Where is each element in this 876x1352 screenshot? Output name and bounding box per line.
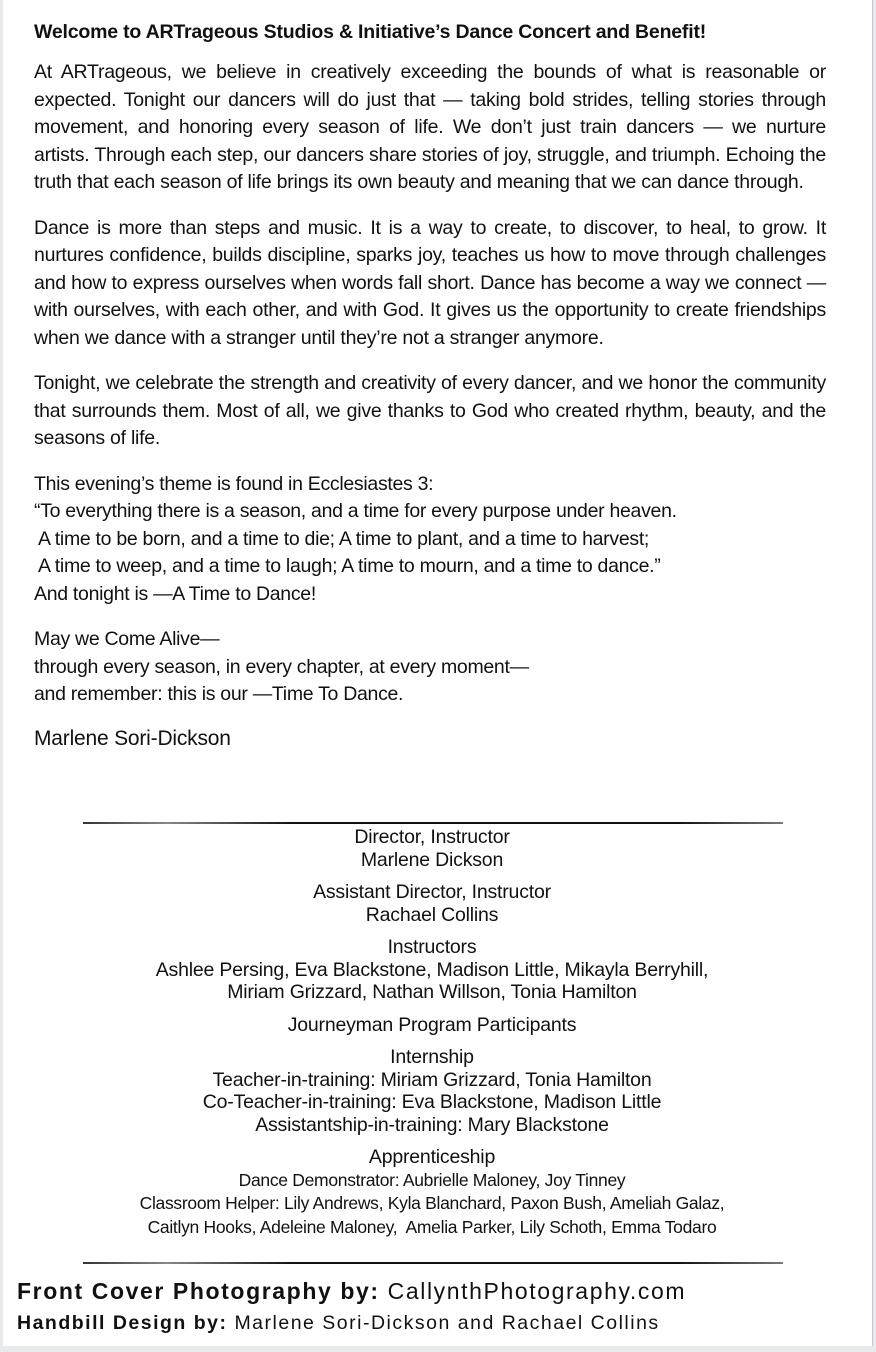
credit-name: Co-Teacher-in-training: Eva Blackstone, Madison Little [202, 1091, 662, 1113]
photography-label: Front Cover Photography by: [17, 1278, 380, 1304]
signature: Marlene Sori-Dickson [34, 726, 231, 750]
dance-paragraph: Dance is more than steps and music. It is a way to create, to discover, to heal, to grow. It nurtures confidence, builds discipline, sparks joy, teaches us how to move through challenges and how to express ourselves when words fall short. Dance has become a way we connect — with ourselves, with each other, and with God. It gives us the opportunity to create friendships when we dance with a stranger until they’re not a stranger anymore. [34, 216, 826, 349]
theme-scripture [34, 471, 826, 609]
credit-name: Marlene Dickson [360, 848, 504, 871]
credit-internship [6, 1046, 858, 1136]
celebration-paragraph: Tonight, we celebrate the strength and creativity of every dancer, and we honor the community that surrounds them. Most of all, we give thanks to God who created rhythm, beauty, and the seasons of life. [34, 372, 826, 449]
credit-title: Internship [390, 1046, 474, 1068]
credit-title: Instructors [387, 936, 477, 958]
credit-name: Ashlee Persing, Eva Blackstone, Madison Little, Mikayla Berryhill, [155, 958, 709, 981]
credit-name: Dance Demonstrator: Aubrielle Maloney, Joy Tinney [238, 1169, 626, 1190]
theme-line: A time to be born, and a time to die; A time to plant, and a time to harvest; [34, 527, 650, 550]
staff-credits [6, 826, 858, 1249]
credit-journeyman [6, 1014, 858, 1037]
theme-line: A time to weep, and a time to laugh; A time to mourn, and a time to dance.” [34, 555, 661, 577]
handbill-page [3, 0, 873, 1346]
credit-name: Assistantship-in-training: Mary Blackstone [255, 1113, 609, 1136]
closing-line: May we Come Alive— [34, 628, 220, 650]
credit-name: Rachael Collins [365, 903, 499, 926]
theme-line: “To everything there is a season, and a time for every purpose under heaven. [34, 500, 677, 522]
design-value: Marlene Sori-Dickson and Rachael Collins [234, 1312, 660, 1334]
credit-name: Miriam Grizzard, Nathan Willson, Tonia Hamilton [227, 981, 637, 1003]
credit-title: Assistant Director, Instructor [313, 881, 551, 903]
credit-director [6, 826, 858, 871]
credit-name: Classroom Helper: Lily Andrews, Kyla Blanchard, Paxon Bush, Ameliah Galaz, [139, 1193, 725, 1213]
divider-bottom [83, 1262, 783, 1264]
closing-line: through every season, in every chapter, at every moment— [34, 655, 529, 678]
theme-line: And tonight is —A Time to Dance! [34, 582, 316, 605]
welcome-letter [34, 18, 826, 753]
photography-value: CallynthPhotography.com [387, 1278, 687, 1304]
credit-assistant-director [6, 881, 858, 926]
closing-blessing [34, 626, 826, 709]
credit-name: Teacher-in-training: Miriam Grizzard, Tonia Hamilton [212, 1068, 652, 1091]
credit-title: Apprenticeship [368, 1146, 496, 1168]
design-label: Handbill Design by: [17, 1312, 228, 1334]
credit-instructors [6, 936, 858, 1004]
design-credit [17, 1308, 867, 1338]
credit-title: Director, Instructor [354, 826, 510, 848]
closing-line: and remember: this is our —Time To Dance. [34, 683, 404, 705]
intro-paragraph: At ARTrageous, we believe in creatively exceeding the bounds of what is reasonable or expected. Tonight our dancers will do just that — taking bold strides, telling stories through movement, and honoring every season of life. We don’t just train dancers — we nurture artists. Through each step, our dancers share stories of joy, struggle, and triumph. Echoing the truth that each season of life brings its own beauty and meaning that we can dance through. [34, 61, 826, 193]
photography-credit [17, 1274, 867, 1308]
theme-line: This evening’s theme is found in Ecclesiastes 3: [34, 472, 434, 495]
divider-top [83, 822, 783, 824]
credit-name: Caitlyn Hooks, Adeleine Maloney, Amelia Parker, Lily Schoth, Emma Todaro [147, 1216, 717, 1237]
credit-apprenticeship [6, 1146, 858, 1239]
credit-title: Journeyman Program Participants [287, 1013, 577, 1036]
welcome-heading: Welcome to ARTrageous Studios & Initiative’s Dance Concert and Benefit! [34, 21, 707, 43]
footer-credits [17, 1274, 867, 1338]
